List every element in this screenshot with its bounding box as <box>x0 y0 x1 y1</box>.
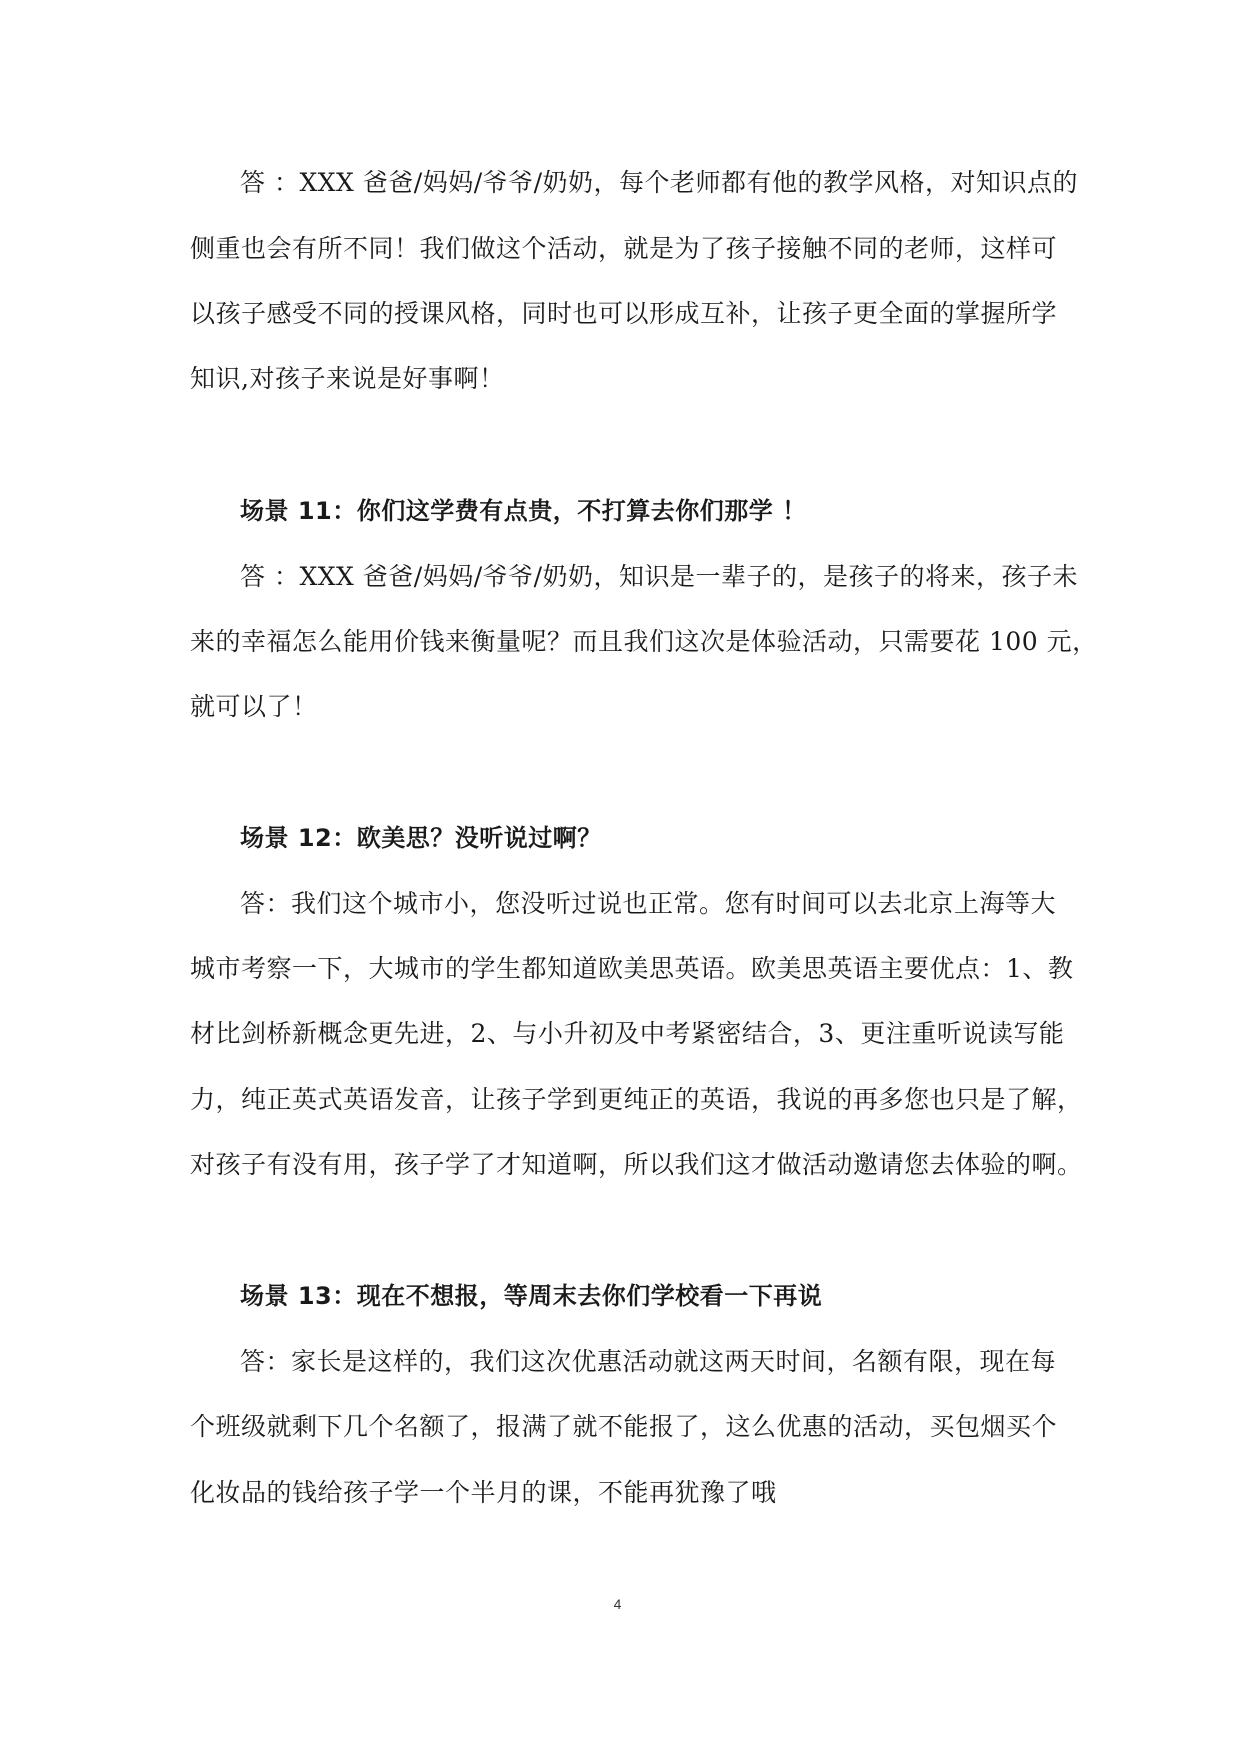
answer-line: 知识,对孩子来说是好事啊！ <box>190 364 505 393</box>
answer-line: 来的幸福怎么能用价钱来衡量呢？而且我们这次是体验活动，只需要花 100 元， <box>190 627 1098 656</box>
answer-line: 材比剑桥新概念更先进，2、与小升初及中考紧密结合，3、更注重听说读写能 <box>190 1019 1065 1048</box>
page-number: 4 <box>613 1596 622 1612</box>
answer-line: 答 ：XXX 爸爸/妈妈/爷爷/奶奶，知识是一辈子的，是孩子的将来，孩子未 <box>240 562 1079 591</box>
answer-line: 答 ：XXX 爸爸/妈妈/爷爷/奶奶，每个老师都有他的教学风格，对知识点的 <box>240 168 1079 197</box>
answer-line: 就可以了！ <box>190 692 318 721</box>
answer-line: 侧重也会有所不同！我们做这个活动，就是为了孩子接触不同的老师，这样可 <box>190 234 1058 263</box>
scenario-heading: 场景 11：你们这学费有点贵，不打算去你们那学 ！ <box>240 497 807 525</box>
answer-line: 化妆品的钱给孩子学一个半月的课，不能再犹豫了哦 <box>190 1478 777 1507</box>
answer-line: 对孩子有没有用，孩子学了才知道啊，所以我们这才做活动邀请您去体验的啊。 <box>190 1150 1083 1179</box>
scenario-heading: 场景 13：现在不想报，等周末去你们学校看一下再说 <box>240 1282 823 1310</box>
answer-line: 城市考察一下，大城市的学生都知道欧美思英语。欧美思英语主要优点：1、教 <box>190 954 1074 983</box>
answer-line: 答：我们这个城市小，您没听过说也正常。您有时间可以去北京上海等大 <box>240 889 1057 918</box>
answer-line: 答：家长是这样的，我们这次优惠活动就这两天时间，名额有限，现在每 <box>240 1347 1057 1376</box>
answer-line: 以孩子感受不同的授课风格，同时也可以形成互补，让孩子更全面的掌握所学 <box>190 299 1058 328</box>
scenario-heading: 场景 12：欧美思？没听说过啊？ <box>240 824 602 852</box>
answer-line: 个班级就剩下几个名额了，报满了就不能报了，这么优惠的活动，买包烟买个 <box>190 1412 1058 1441</box>
answer-line: 力，纯正英式英语发音，让孩子学到更纯正的英语，我说的再多您也只是了解， <box>190 1085 1083 1114</box>
